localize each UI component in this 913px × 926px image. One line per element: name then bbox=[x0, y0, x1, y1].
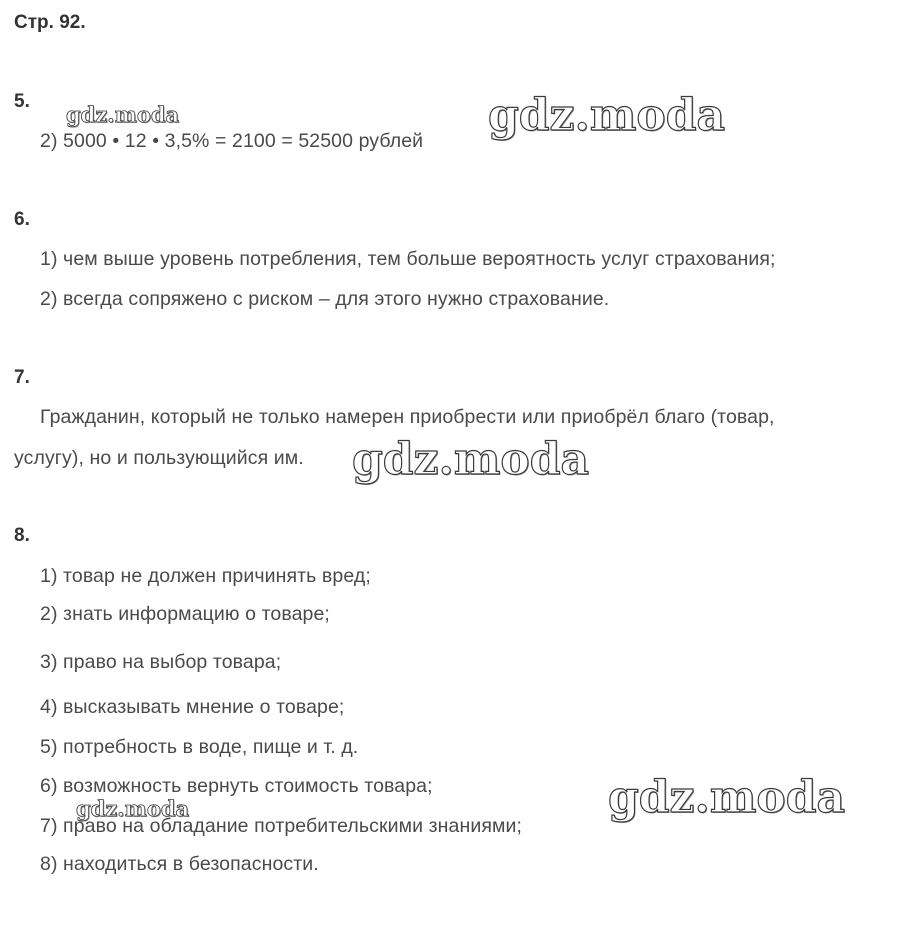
task-5-line-1: 2) 5000 • 12 • 3,5% = 2100 = 52500 рублей bbox=[40, 130, 424, 152]
task-8-line-6: 6) возможность вернуть стоимость товара; bbox=[40, 775, 433, 797]
watermark-small-1: gdz.moda bbox=[66, 102, 180, 127]
task-8-line-4: 4) высказывать мнение о товаре; bbox=[40, 696, 345, 718]
task-7-number: 7. bbox=[14, 367, 30, 388]
task-6-line-1: 1) чем выше уровень потребления, тем больше вероятность услуг страхования; bbox=[40, 248, 776, 270]
task-7-line-2: услугу), но и пользующийся им. bbox=[14, 447, 304, 469]
watermark-small-2: gdz.moda bbox=[76, 796, 190, 821]
task-5-number: 5. bbox=[14, 91, 30, 112]
page-title: Стр. 92. bbox=[14, 12, 86, 33]
task-7-line-1: Гражданин, который не только намерен приобрести или приобрёл благо (товар, bbox=[40, 406, 775, 428]
watermark-large-1: gdz.moda bbox=[488, 90, 726, 141]
task-8-line-1: 1) товар не должен причинять вред; bbox=[40, 565, 371, 587]
task-6-number: 6. bbox=[14, 209, 30, 230]
task-8-line-2: 2) знать информацию о товаре; bbox=[40, 603, 330, 625]
task-6-line-2: 2) всегда сопряжено с риском – для этого нужно страхование. bbox=[40, 288, 610, 310]
watermark-large-2: gdz.moda bbox=[352, 434, 590, 485]
task-8-number: 8. bbox=[14, 525, 30, 546]
task-8-line-3: 3) право на выбор товара; bbox=[40, 651, 282, 673]
task-8-line-7: 7) право на обладание потребительскими знаниями; bbox=[40, 815, 523, 837]
task-8-line-8: 8) находиться в безопасности. bbox=[40, 853, 319, 875]
task-8-line-5: 5) потребность в воде, пище и т. д. bbox=[40, 736, 359, 758]
watermark-large-3: gdz.moda bbox=[608, 772, 846, 823]
